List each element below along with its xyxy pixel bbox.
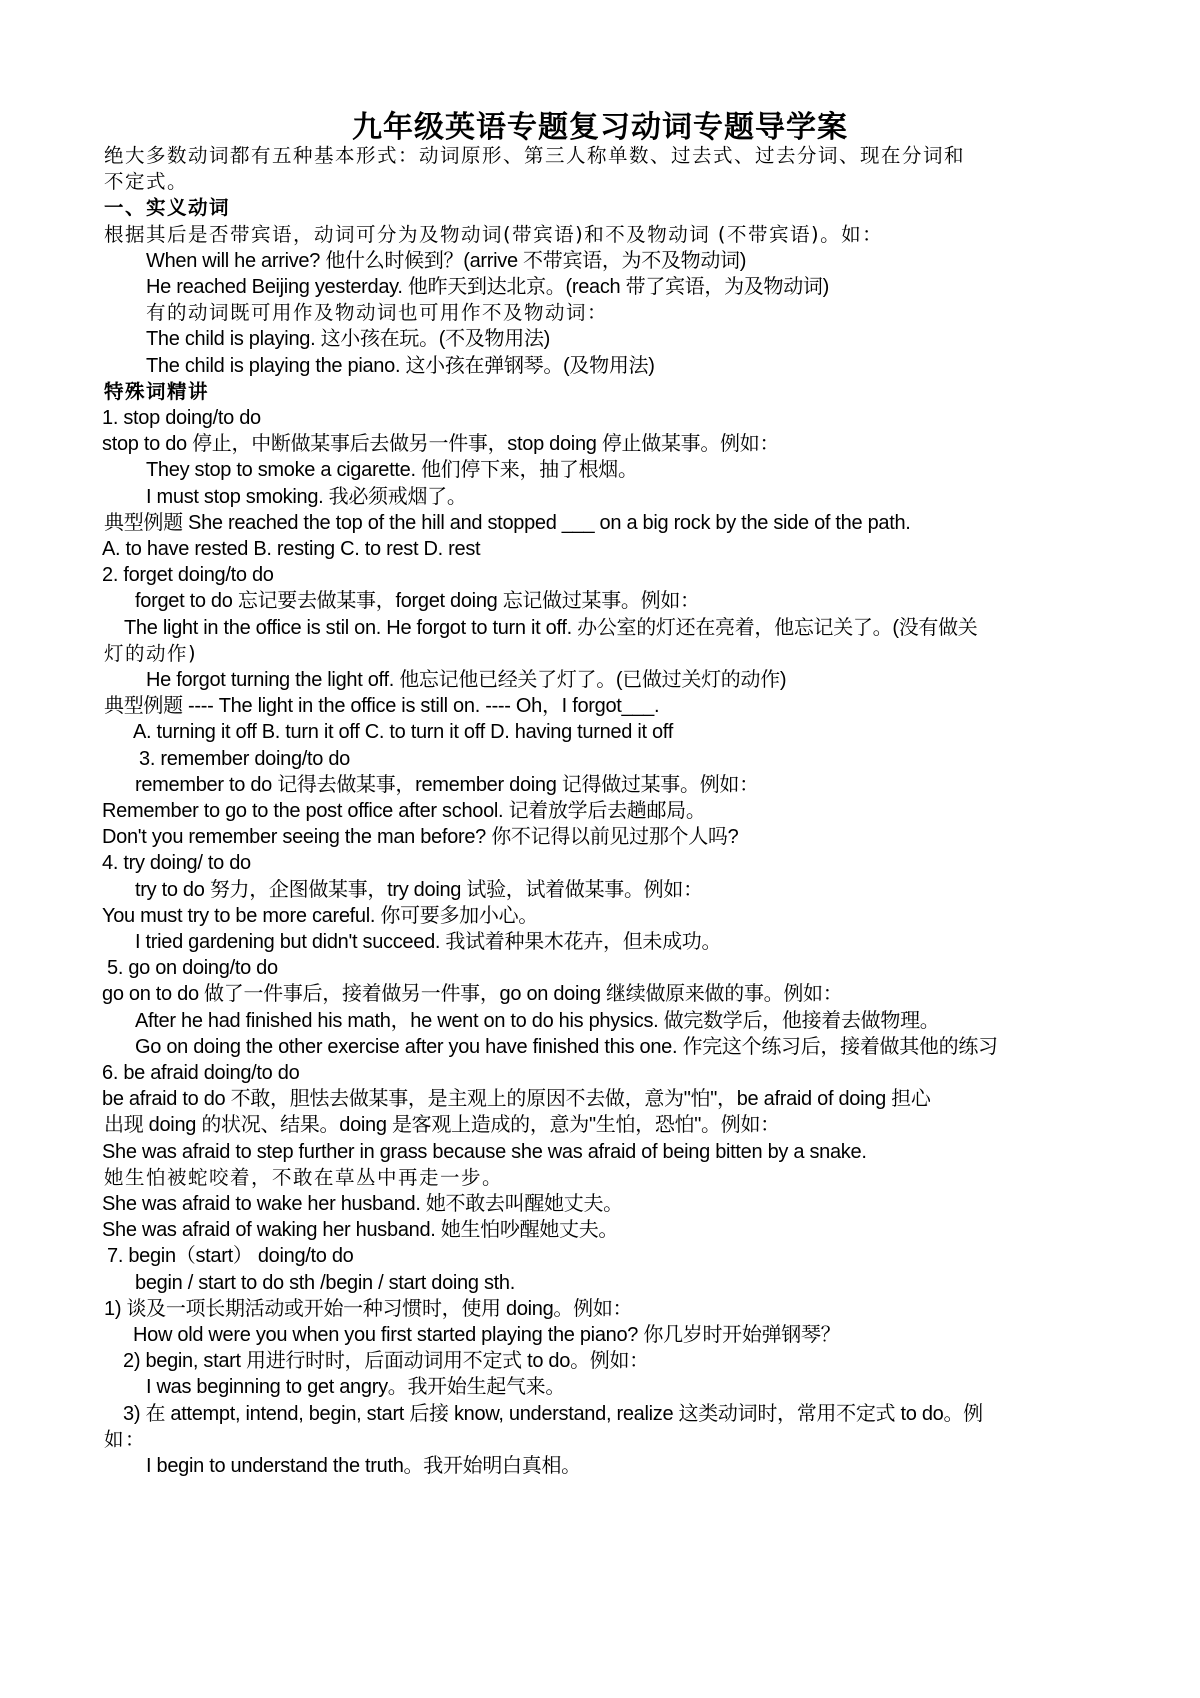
text-line: 根据其后是否带宾语，动词可分为及物动词(带宾语)和不及物动词 (不带宾语)。如：: [104, 223, 884, 246]
text-line: 3. remember doing/to do: [139, 748, 351, 770]
text-line: How old were you when you first started playing the piano? 你几岁时开始弹钢琴？: [133, 1324, 841, 1346]
text-line: 2. forget doing/to do: [102, 564, 274, 586]
text-line: 2) begin, start 用进行时时，后面动词用不定式 to do。例如：: [123, 1350, 649, 1372]
text-line: 如：: [104, 1428, 147, 1451]
text-line: 特殊词精讲: [104, 380, 210, 403]
text-line: I begin to understand the truth。我开始明白真相。: [146, 1455, 581, 1477]
text-line: 灯的动作): [104, 642, 198, 665]
text-line: 不定式。: [104, 170, 189, 193]
text-line: 有的动词既可用作及物动词也可用作不及物动词：: [146, 301, 609, 324]
text-line: 1) 谈及一项长期活动或开始一种习惯时，使用 doing。例如：: [104, 1298, 633, 1320]
text-line: 她生怕被蛇咬着，不敢在草丛中再走一步。: [104, 1166, 504, 1189]
text-line: 4. try doing/ to do: [102, 852, 251, 874]
text-line: 出现 doing 的状况、结果。doing 是客观上造成的，意为"生怕，恐怕"。例如：: [104, 1114, 780, 1136]
text-line: try to do 努力，企图做某事，try doing 试验，试着做某事。例如：: [135, 879, 703, 901]
text-line: She was afraid to step further in grass because she was afraid of being bitten by a snake.: [102, 1141, 867, 1163]
text-line: 5. go on doing/to do: [107, 957, 278, 979]
text-line: He forgot turning the light off. 他忘记他已经关了灯了。(已做过关灯的动作): [146, 669, 787, 691]
text-line: 典型例题 ---- The light in the office is still on. ---- Oh，I forgot___.: [104, 695, 660, 717]
text-line: begin / start to do sth /begin / start doing sth.: [135, 1272, 515, 1294]
text-line: When will he arrive? 他什么时候到？(arrive 不带宾语，为不及物动词): [146, 250, 747, 272]
text-line: stop to do 停止，中断做某事后去做另一件事，stop doing 停止做某事。例如：: [102, 433, 780, 455]
text-line: 一、实义动词: [104, 196, 231, 219]
text-line: A. turning it off B. turn it off C. to turn it off D. having turned it off: [133, 721, 673, 743]
text-line: be afraid to do 不敢，胆怯去做某事，是主观上的原因不去做，意为"怕"，be afraid of doing 担心: [102, 1088, 931, 1110]
text-line: After he had finished his math，he went on to do his physics. 做完数学后，他接着去做物理。: [135, 1010, 940, 1032]
text-line: She was afraid of waking her husband. 她生怕吵醒她丈夫。: [102, 1219, 619, 1241]
text-line: Don't you remember seeing the man before? 你不记得以前见过那个人吗?: [102, 826, 739, 848]
text-line: go on to do 做了一件事后，接着做另一件事，go on doing 继续做原来做的事。例如：: [102, 983, 843, 1005]
text-line: 7. begin（start） doing/to do: [107, 1245, 354, 1267]
text-line: They stop to smoke a cigarette. 他们停下来，抽了根烟。: [146, 459, 638, 481]
text-line: 1. stop doing/to do: [102, 407, 261, 429]
text-line: He reached Beijing yesterday. 他昨天到达北京。(reach 带了宾语，为及物动词): [146, 276, 829, 298]
text-line: 6. be afraid doing/to do: [102, 1062, 300, 1084]
text-line: She was afraid to wake her husband. 她不敢去叫醒她丈夫。: [102, 1193, 623, 1215]
text-line: The child is playing the piano. 这小孩在弹钢琴。(及物用法): [146, 355, 655, 377]
text-line: I was beginning to get angry。我开始生起气来。: [146, 1376, 566, 1398]
text-line: 3) 在 attempt, intend, begin, start 后接 know, understand, realize 这类动词时，常用不定式 to do。例: [123, 1403, 983, 1425]
text-line: I must stop smoking. 我必须戒烟了。: [146, 486, 467, 508]
text-line: The child is playing. 这小孩在玩。(不及物用法): [146, 328, 551, 350]
text-line: I tried gardening but didn't succeed. 我试着种果木花卉，但未成功。: [135, 931, 722, 953]
text-line: The light in the office is stil on. He forgot to turn it off. 办公室的灯还在亮着，他忘记关了。(没有做关: [124, 617, 978, 639]
text-line: 绝大多数动词都有五种基本形式：动词原形、第三人称单数、过去式、过去分词、现在分词和: [104, 144, 966, 167]
text-line: A. to have rested B. resting C. to rest D. rest: [102, 538, 481, 560]
text-line: forget to do 忘记要去做某事，forget doing 忘记做过某事。例如：: [135, 590, 700, 612]
text-line: 典型例题 She reached the top of the hill and stopped ___ on a big rock by the side of the path.: [104, 512, 911, 534]
page-title: 九年级英语专题复习动词专题导学案: [352, 110, 848, 145]
text-line: Remember to go to the post office after school. 记着放学后去趟邮局。: [102, 800, 706, 822]
text-line: You must try to be more careful. 你可要多加小心。: [102, 905, 538, 927]
text-line: remember to do 记得去做某事，remember doing 记得做过某事。例如：: [135, 774, 759, 796]
text-line: Go on doing the other exercise after you have finished this one. 作完这个练习后，接着做其他的练习: [135, 1036, 998, 1058]
